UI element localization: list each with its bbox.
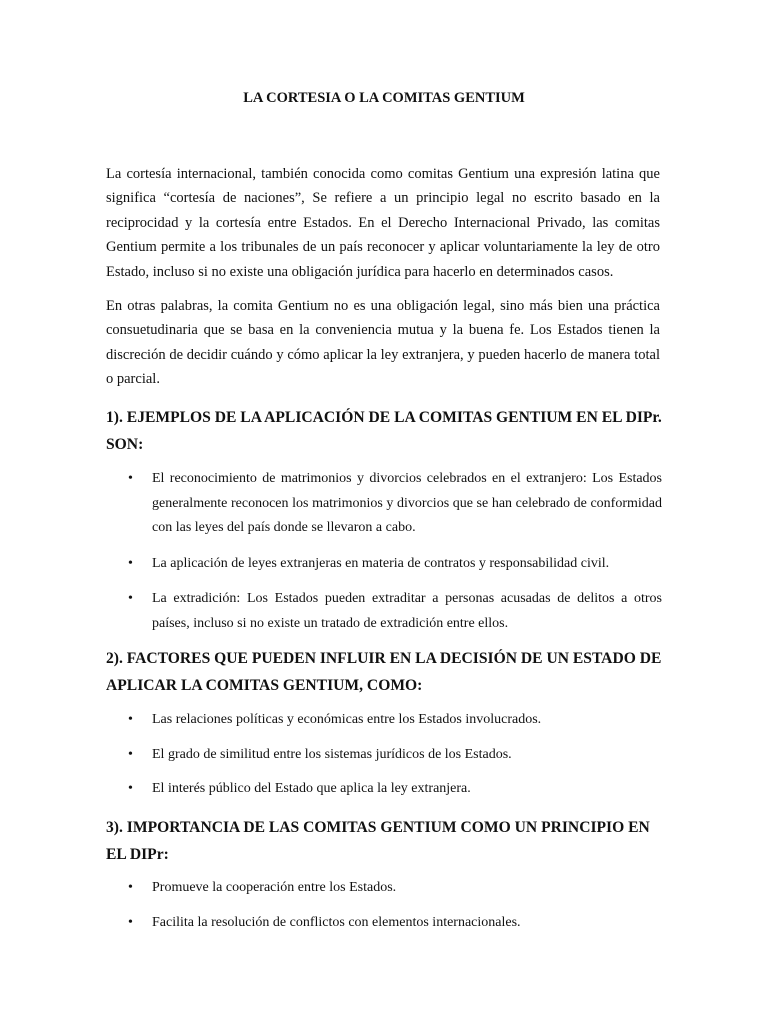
document-title: LA CORTESIA O LA COMITAS GENTIUM: [243, 90, 525, 106]
section-2-heading: 2). FACTORES QUE PUEDEN INFLUIR EN LA DECISIÓN DE UN ESTADO DE APLICAR LA COMITAS GENTIUM, COMO:: [106, 650, 662, 694]
list-item: • El grado de similitud entre los sistemas jurídicos de los Estados.: [106, 743, 662, 768]
intro-paragraph-1: La cortesía internacional, también conocida como comitas Gentium una expresión latina que significa “cortesía de naciones”, Se refiere a un principio legal no escrito basado en la reciprocidad y la cortesía entre Estados. En el Derecho Internacional Privado, las comitas Gentium permite a los tribunales de un país reconocer y aplicar voluntariamente la ley de otro Estado, incluso si no existe una obligación jurídica para hacerlo en determinados casos.: [106, 166, 660, 280]
list-item: • Promueve la cooperación entre los Estados.: [106, 876, 662, 901]
section-1-list: [106, 467, 662, 637]
list-item: • La aplicación de leyes extranjeras en materia de contratos y responsabilidad civil.: [106, 552, 662, 577]
list-item: • La extradición: Los Estados pueden extraditar a personas acusadas de delitos a otros países, incluso si no existe un tratado de extradición entre ellos.: [106, 587, 662, 636]
list-item: • El interés público del Estado que aplica la ley extranjera.: [106, 777, 662, 802]
intro-paragraph-2: En otras palabras, la comita Gentium no es una obligación legal, sino más bien una práctica consuetudinaria que se basa en la conveniencia mutua y la buena fe. Los Estados tienen la discreción de decidir cuándo y cómo aplicar la ley extranjera, y pueden hacerlo de manera total o parcial.: [106, 298, 660, 388]
list-item: • Las relaciones políticas y económicas entre los Estados involucrados.: [106, 708, 662, 733]
section-3-list: [106, 876, 662, 935]
list-item: • El reconocimiento de matrimonios y divorcios celebrados en el extranjero: Los Estados generalmente reconocen los matrimonios y divorcios que se han celebrado de conformidad con las leyes del país donde se llevaron a cabo.: [106, 467, 662, 541]
section-3-heading: 3). IMPORTANCIA DE LAS COMITAS GENTIUM COMO UN PRINCIPIO EN EL DIPr:: [106, 819, 650, 863]
list-item: • Facilita la resolución de conflictos con elementos internacionales.: [106, 911, 662, 936]
section-1-heading: 1). EJEMPLOS DE LA APLICACIÓN DE LA COMITAS GENTIUM EN EL DIPr. SON:: [106, 409, 662, 453]
section-2-list: [106, 708, 662, 802]
